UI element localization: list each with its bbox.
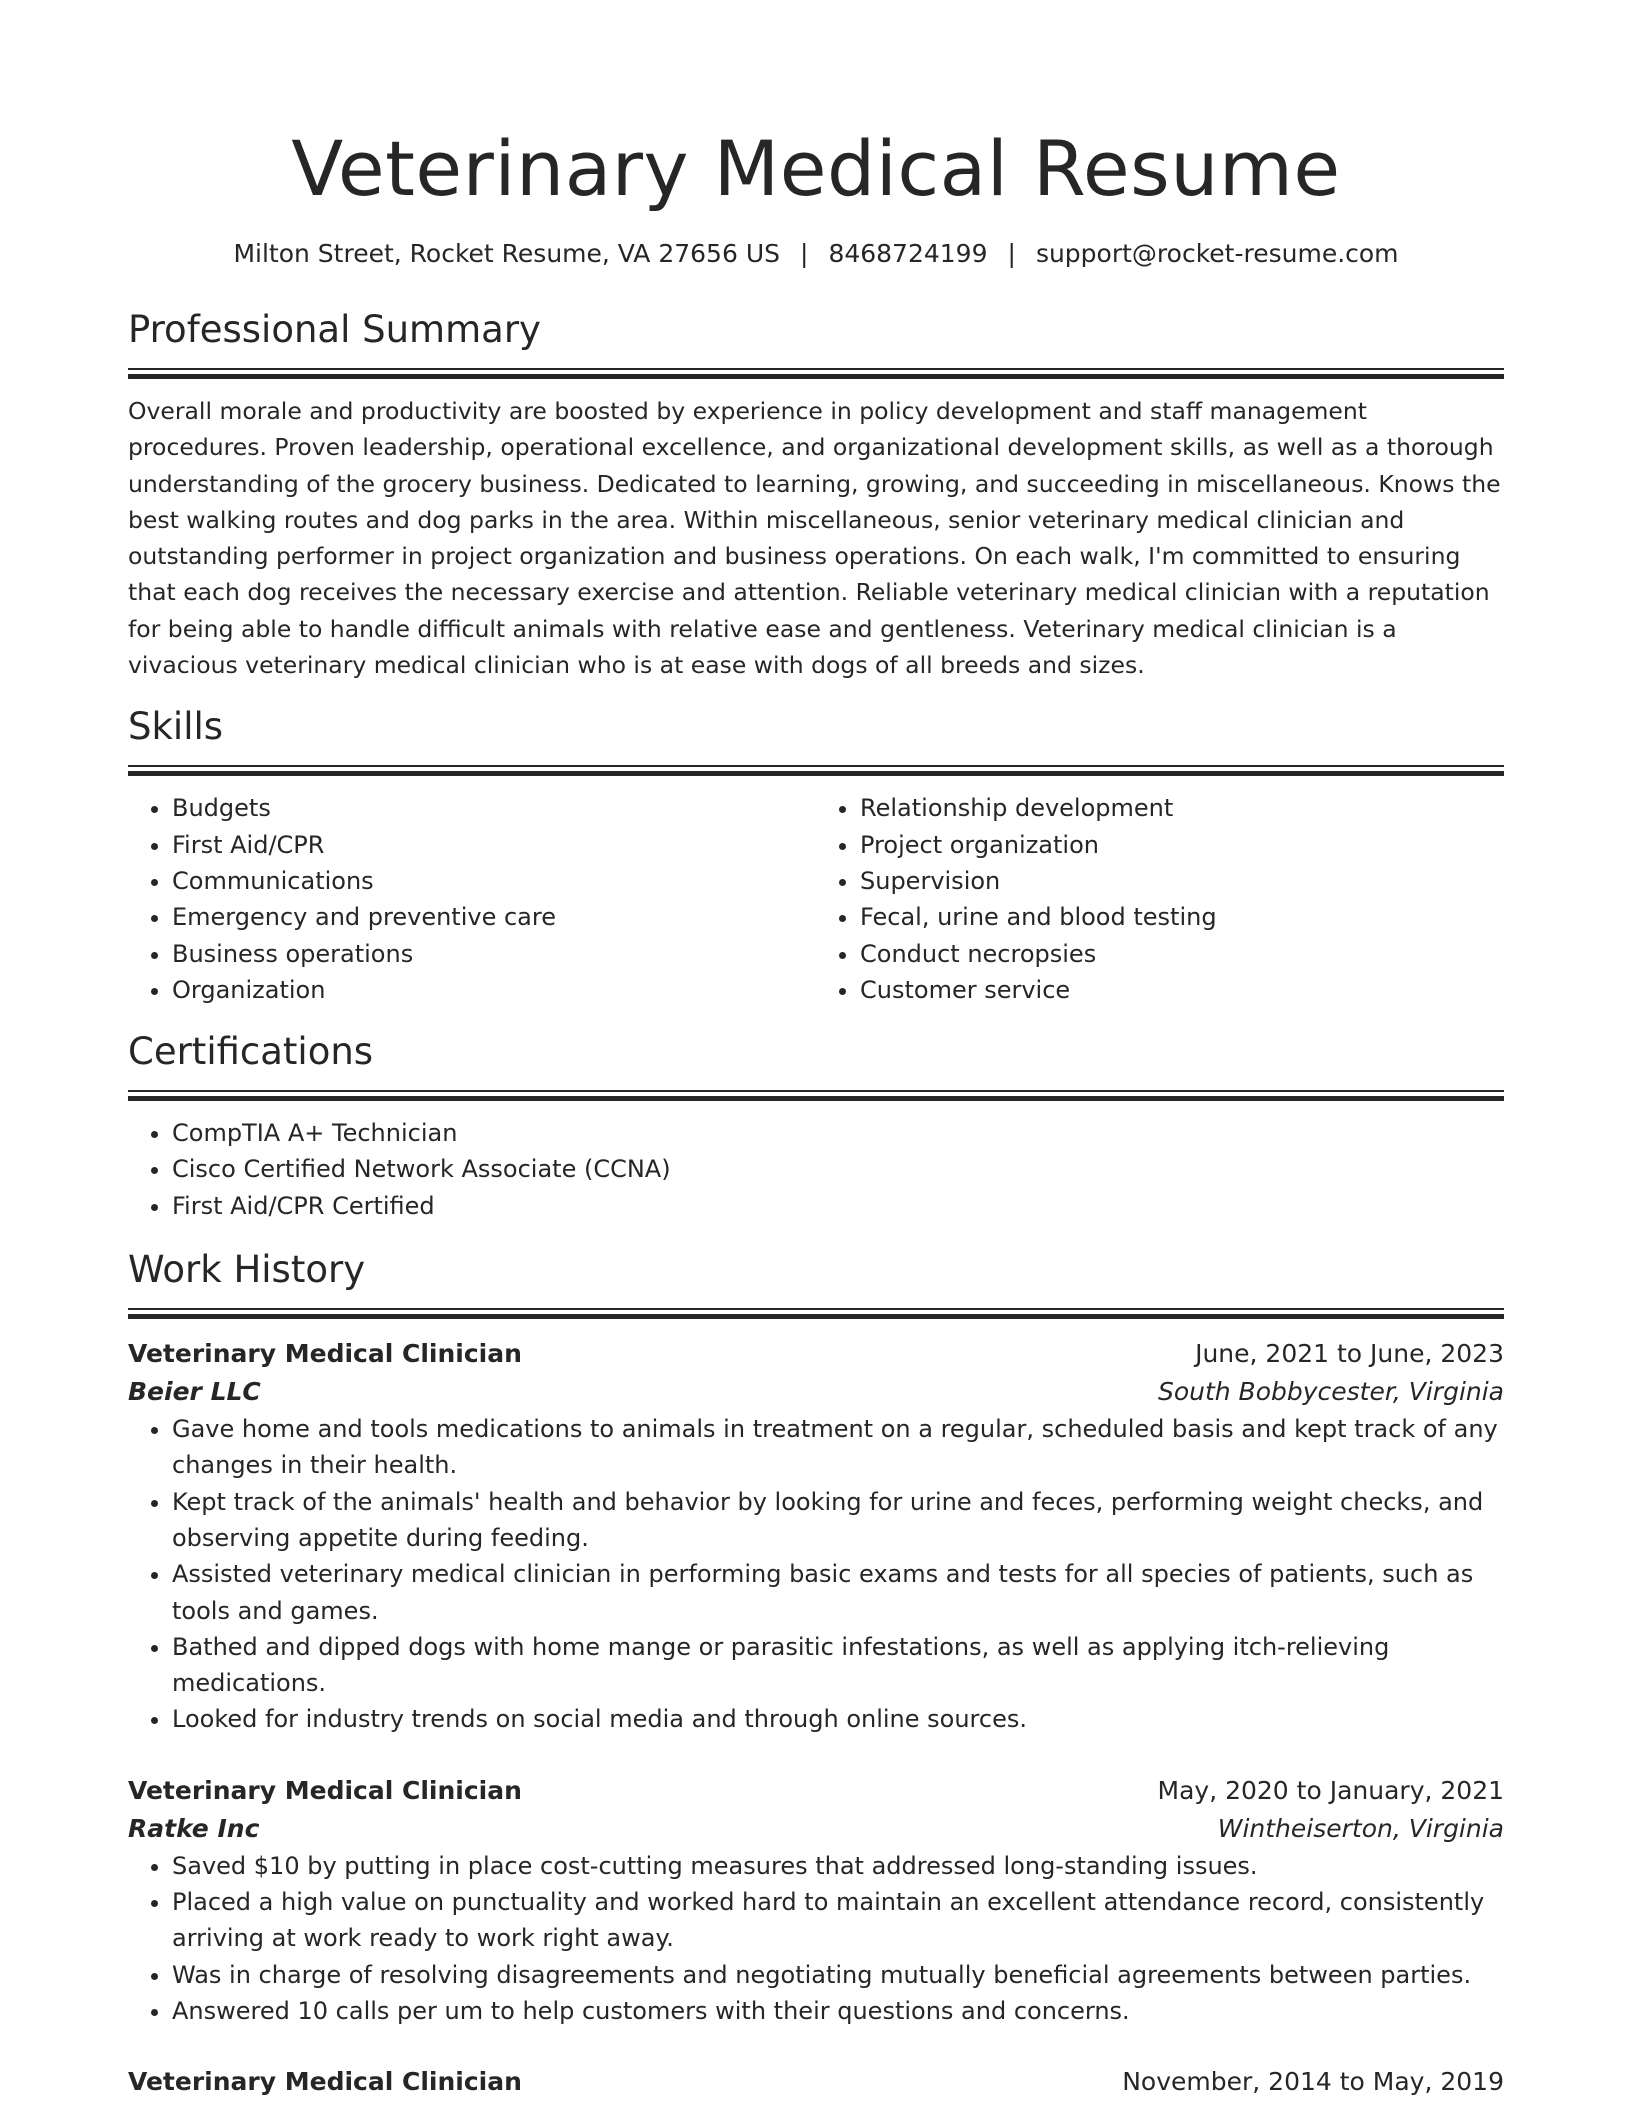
job-duty: • Gave home and tools medications to animals in treatment on a regular, scheduled basis and kept track of any changes in their health. — [172, 1411, 1504, 1484]
work-history-section — [128, 1244, 1504, 2101]
skill-item: • Emergency and preventive care — [172, 899, 816, 935]
job-duties-list — [128, 1848, 1504, 2029]
contact-separator: | — [1007, 239, 1016, 268]
job-dates: November, 2014 to May, 2019 — [1122, 2067, 1504, 2097]
skills-section — [128, 701, 1504, 1008]
section-divider — [128, 1308, 1504, 1319]
summary-section — [128, 304, 1504, 683]
job-duty: • Was in charge of resolving disagreements and negotiating mutually beneficial agreements between parties. — [172, 1957, 1504, 1993]
skill-item: • Fecal, urine and blood testing — [860, 899, 1504, 935]
certification-item: • CompTIA A+ Technician — [172, 1115, 1504, 1151]
job-title: Veterinary Medical Clinician — [128, 1339, 522, 1369]
section-divider — [128, 765, 1504, 776]
job-duties-list — [128, 1411, 1504, 1738]
certifications-section — [128, 1026, 1504, 1224]
job-title-row — [128, 1772, 1504, 1810]
skill-item: • Project organization — [860, 827, 1504, 863]
work-history-heading: Work History — [128, 1248, 366, 1292]
job-company: Beier LLC — [128, 1377, 261, 1407]
certifications-heading: Certifications — [128, 1030, 374, 1074]
skill-item: • Organization — [172, 972, 816, 1008]
contact-line — [128, 236, 1504, 272]
skills-grid — [128, 790, 1504, 1008]
certification-item: • First Aid/CPR Certified — [172, 1188, 1504, 1224]
job-dates: May, 2020 to January, 2021 — [1157, 1775, 1504, 1805]
skill-item: • First Aid/CPR — [172, 827, 816, 863]
job-duty: • Saved $10 by putting in place cost-cutting measures that addressed long-standing issues. — [172, 1848, 1504, 1884]
job-company-row — [128, 1810, 1504, 1848]
resume-page — [128, 0, 1504, 2101]
job-dates: June, 2021 to June, 2023 — [1195, 1339, 1504, 1369]
skill-item: • Conduct necropsies — [860, 936, 1504, 972]
job-location: South Bobbycester, Virginia — [1157, 1377, 1504, 1407]
contact-phone: 8468724199 — [828, 239, 988, 268]
skills-list-right — [816, 790, 1504, 1008]
job-duty: • Answered 10 calls per um to help customers with their questions and concerns. — [172, 1993, 1504, 2029]
resume-title: Veterinary Medical Resume — [291, 124, 1341, 213]
skills-heading: Skills — [128, 705, 224, 749]
summary-heading: Professional Summary — [128, 308, 541, 351]
job-location: Wintheiserton, Virginia — [1217, 1813, 1504, 1843]
skill-item: • Communications — [172, 863, 816, 899]
section-divider — [128, 1090, 1504, 1101]
certification-item: • Cisco Certified Network Associate (CCNA) — [172, 1151, 1504, 1187]
job-duty: • Bathed and dipped dogs with home mange or parasitic infestations, as well as applying itch-relieving medications. — [172, 1629, 1504, 1702]
job-title-row — [128, 1335, 1504, 1373]
contact-separator: | — [800, 239, 809, 268]
job-entry — [128, 2063, 1504, 2101]
contact-address: Milton Street, Rocket Resume, VA 27656 US — [233, 239, 780, 268]
job-duty: • Assisted veterinary medical clinician in performing basic exams and tests for all species of patients, such as tools and games. — [172, 1556, 1504, 1629]
job-duty: • Kept track of the animals' health and behavior by looking for urine and feces, performing weight checks, and observing appetite during feeding. — [172, 1484, 1504, 1557]
section-divider — [128, 368, 1504, 379]
job-company-row — [128, 1373, 1504, 1411]
skill-item: • Relationship development — [860, 790, 1504, 826]
job-entry — [128, 1772, 1504, 2029]
contact-email: support@rocket-resume.com — [1035, 239, 1399, 268]
skill-item: • Budgets — [172, 790, 816, 826]
job-company: Ratke Inc — [128, 1813, 260, 1843]
job-entry — [128, 1335, 1504, 1738]
job-title: Veterinary Medical Clinician — [128, 2067, 522, 2097]
job-title-row — [128, 2063, 1504, 2101]
skills-list-left — [128, 790, 816, 1008]
skill-item: • Supervision — [860, 863, 1504, 899]
job-duty: • Looked for industry trends on social media and through online sources. — [172, 1701, 1504, 1737]
skill-item: • Customer service — [860, 972, 1504, 1008]
certifications-list — [128, 1115, 1504, 1224]
job-duty: • Placed a high value on punctuality and worked hard to maintain an excellent attendance record, consistently arriving at work ready to work right away. — [172, 1884, 1504, 1957]
summary-text: Overall morale and productivity are boosted by experience in policy development and staff management procedures. Proven leadership, operational excellence, and organizational development skills, as well as a thorough understanding of the grocery business. Dedicated to learning, growing, and succeeding in miscellaneous. Knows the best walking routes and dog parks in the area. Within miscellaneous, senior veterinary medical clinician and outstanding performer in project organization and business operations. On each walk, I'm committed to ensuring that each dog receives the necessary exercise and attention. Reliable veterinary medical clinician with a reputation for being able to handle difficult animals with relative ease and gentleness. Veterinary medical clinician is a vivacious veterinary medical clinician who is at ease with dogs of all breeds and sizes. — [128, 397, 1501, 680]
skill-item: • Business operations — [172, 936, 816, 972]
job-title: Veterinary Medical Clinician — [128, 1775, 522, 1805]
